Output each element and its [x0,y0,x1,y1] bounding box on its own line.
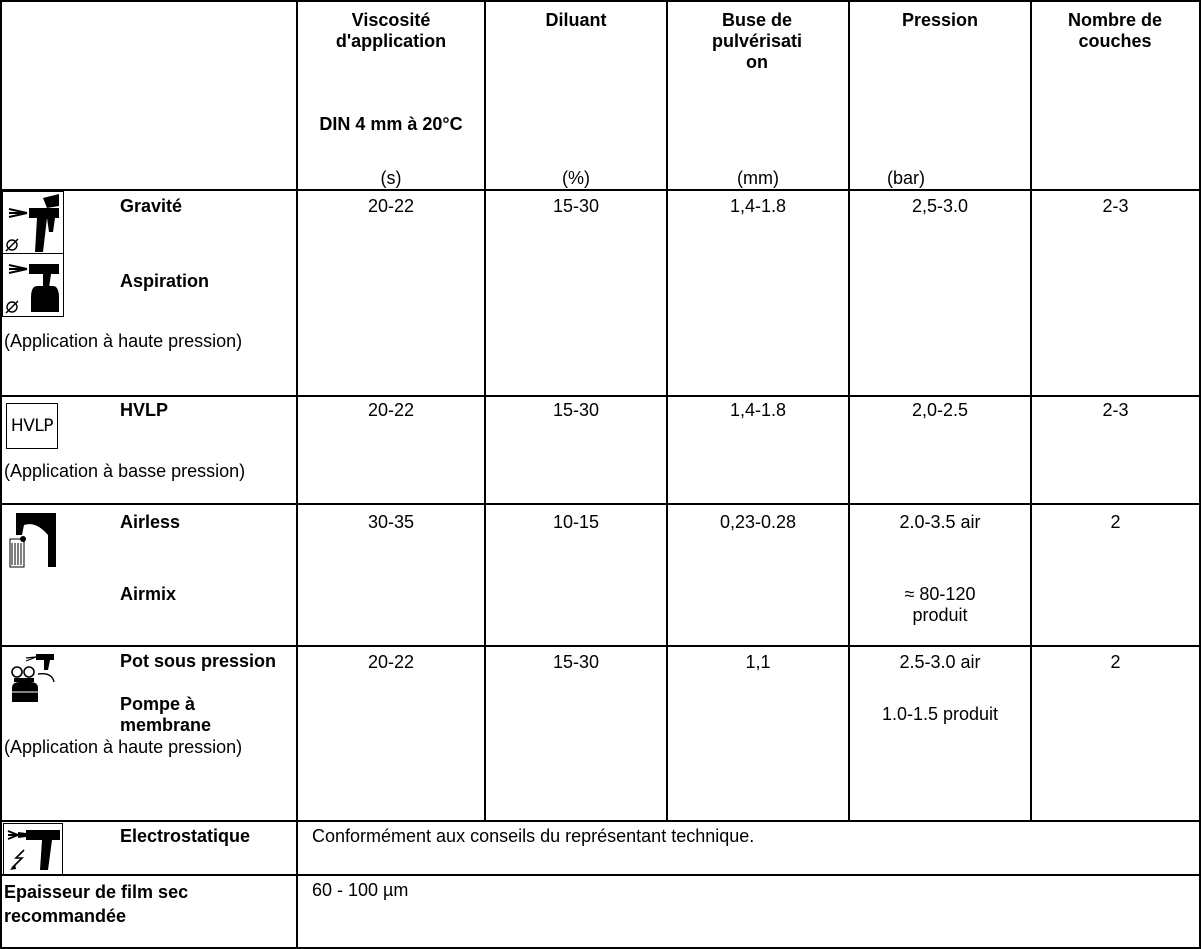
hvlp-icon [6,403,58,449]
rule [0,645,1201,647]
cell-pressure-air: 2.5-3.0 air [899,652,981,672]
airless-spray-icon [6,509,60,569]
cell-nozzle: 1,4-1.8 [729,196,787,216]
method-label-pressure-pot: Pot sous pression [120,651,277,671]
cell-diluent: 15-30 [552,652,600,672]
cell-pressure-product: ≈ 80-120 produit [904,584,976,625]
dry-film-thickness-label: Epaisseur de film sec recommandée [4,882,189,926]
electrostatic-spray-gun-icon [3,823,63,875]
gravity-spray-gun-icon [2,191,64,255]
header-coats-title: Nombre de couches [1067,10,1163,51]
rule [296,0,298,949]
cell-diluent: 15-30 [552,196,600,216]
cell-nozzle: 1,1 [745,652,771,672]
rule [0,874,1201,876]
method-label-airmix: Airmix [120,584,177,604]
header-viscosity-unit: (s) [380,168,402,188]
method-note: (Application à basse pression) [4,461,246,481]
header-viscosity-sub: DIN 4 mm à 20°C [319,114,463,134]
header-nozzle-unit: (mm) [737,168,779,188]
method-label-diaphragm-pump: Pompe à membrane [120,694,212,735]
method-note: (Application à haute pression) [4,737,243,757]
header-pressure-unit: (bar) [887,168,926,188]
pressure-pot-icon [8,652,58,704]
electrostatic-instructions: Conformément aux conseils du représentant technique. [312,826,755,846]
header-diluent-unit: (%) [562,168,590,188]
method-label-gravity: Gravité [120,196,183,216]
rule [0,0,1201,2]
method-label-aspiration: Aspiration [120,271,210,291]
header-viscosity-title: Viscosité d'application [335,10,447,51]
cell-pressure: 2,5-3.0 [911,196,969,216]
rule [0,395,1201,397]
cell-pressure-air: 2.0-3.5 air [899,512,981,532]
cell-viscosity: 20-22 [367,652,415,672]
rule [0,820,1201,822]
rule [0,189,1201,191]
header-pressure-title: Pression [901,10,979,30]
cell-viscosity: 30-35 [367,512,415,532]
header-diluent-title: Diluant [545,10,607,30]
cell-viscosity: 20-22 [367,400,415,420]
cell-coats: 2 [1110,512,1121,532]
cell-viscosity: 20-22 [367,196,415,216]
method-note: (Application à haute pression) [4,331,243,351]
suction-spray-gun-icon [2,253,64,317]
cell-nozzle: 1,4-1.8 [729,400,787,420]
cell-coats: 2-3 [1102,400,1129,420]
header-nozzle-title: Buse de pulvérisati on [711,10,803,72]
hvlp-icon-text: HVLP [10,416,54,436]
cell-coats: 2-3 [1102,196,1129,216]
cell-pressure-product: 1.0-1.5 produit [881,704,999,724]
rule [0,503,1201,505]
method-label-hvlp: HVLP [120,400,169,420]
cell-nozzle: 0,23-0.28 [719,512,797,532]
method-label-airless: Airless [120,512,181,532]
cell-coats: 2 [1110,652,1121,672]
rule [0,0,2,949]
cell-pressure: 2,0-2.5 [911,400,969,420]
method-label-electrostatic: Electrostatique [120,826,251,846]
cell-diluent: 15-30 [552,400,600,420]
cell-diluent: 10-15 [552,512,600,532]
dry-film-thickness-value: 60 - 100 µm [312,880,409,900]
